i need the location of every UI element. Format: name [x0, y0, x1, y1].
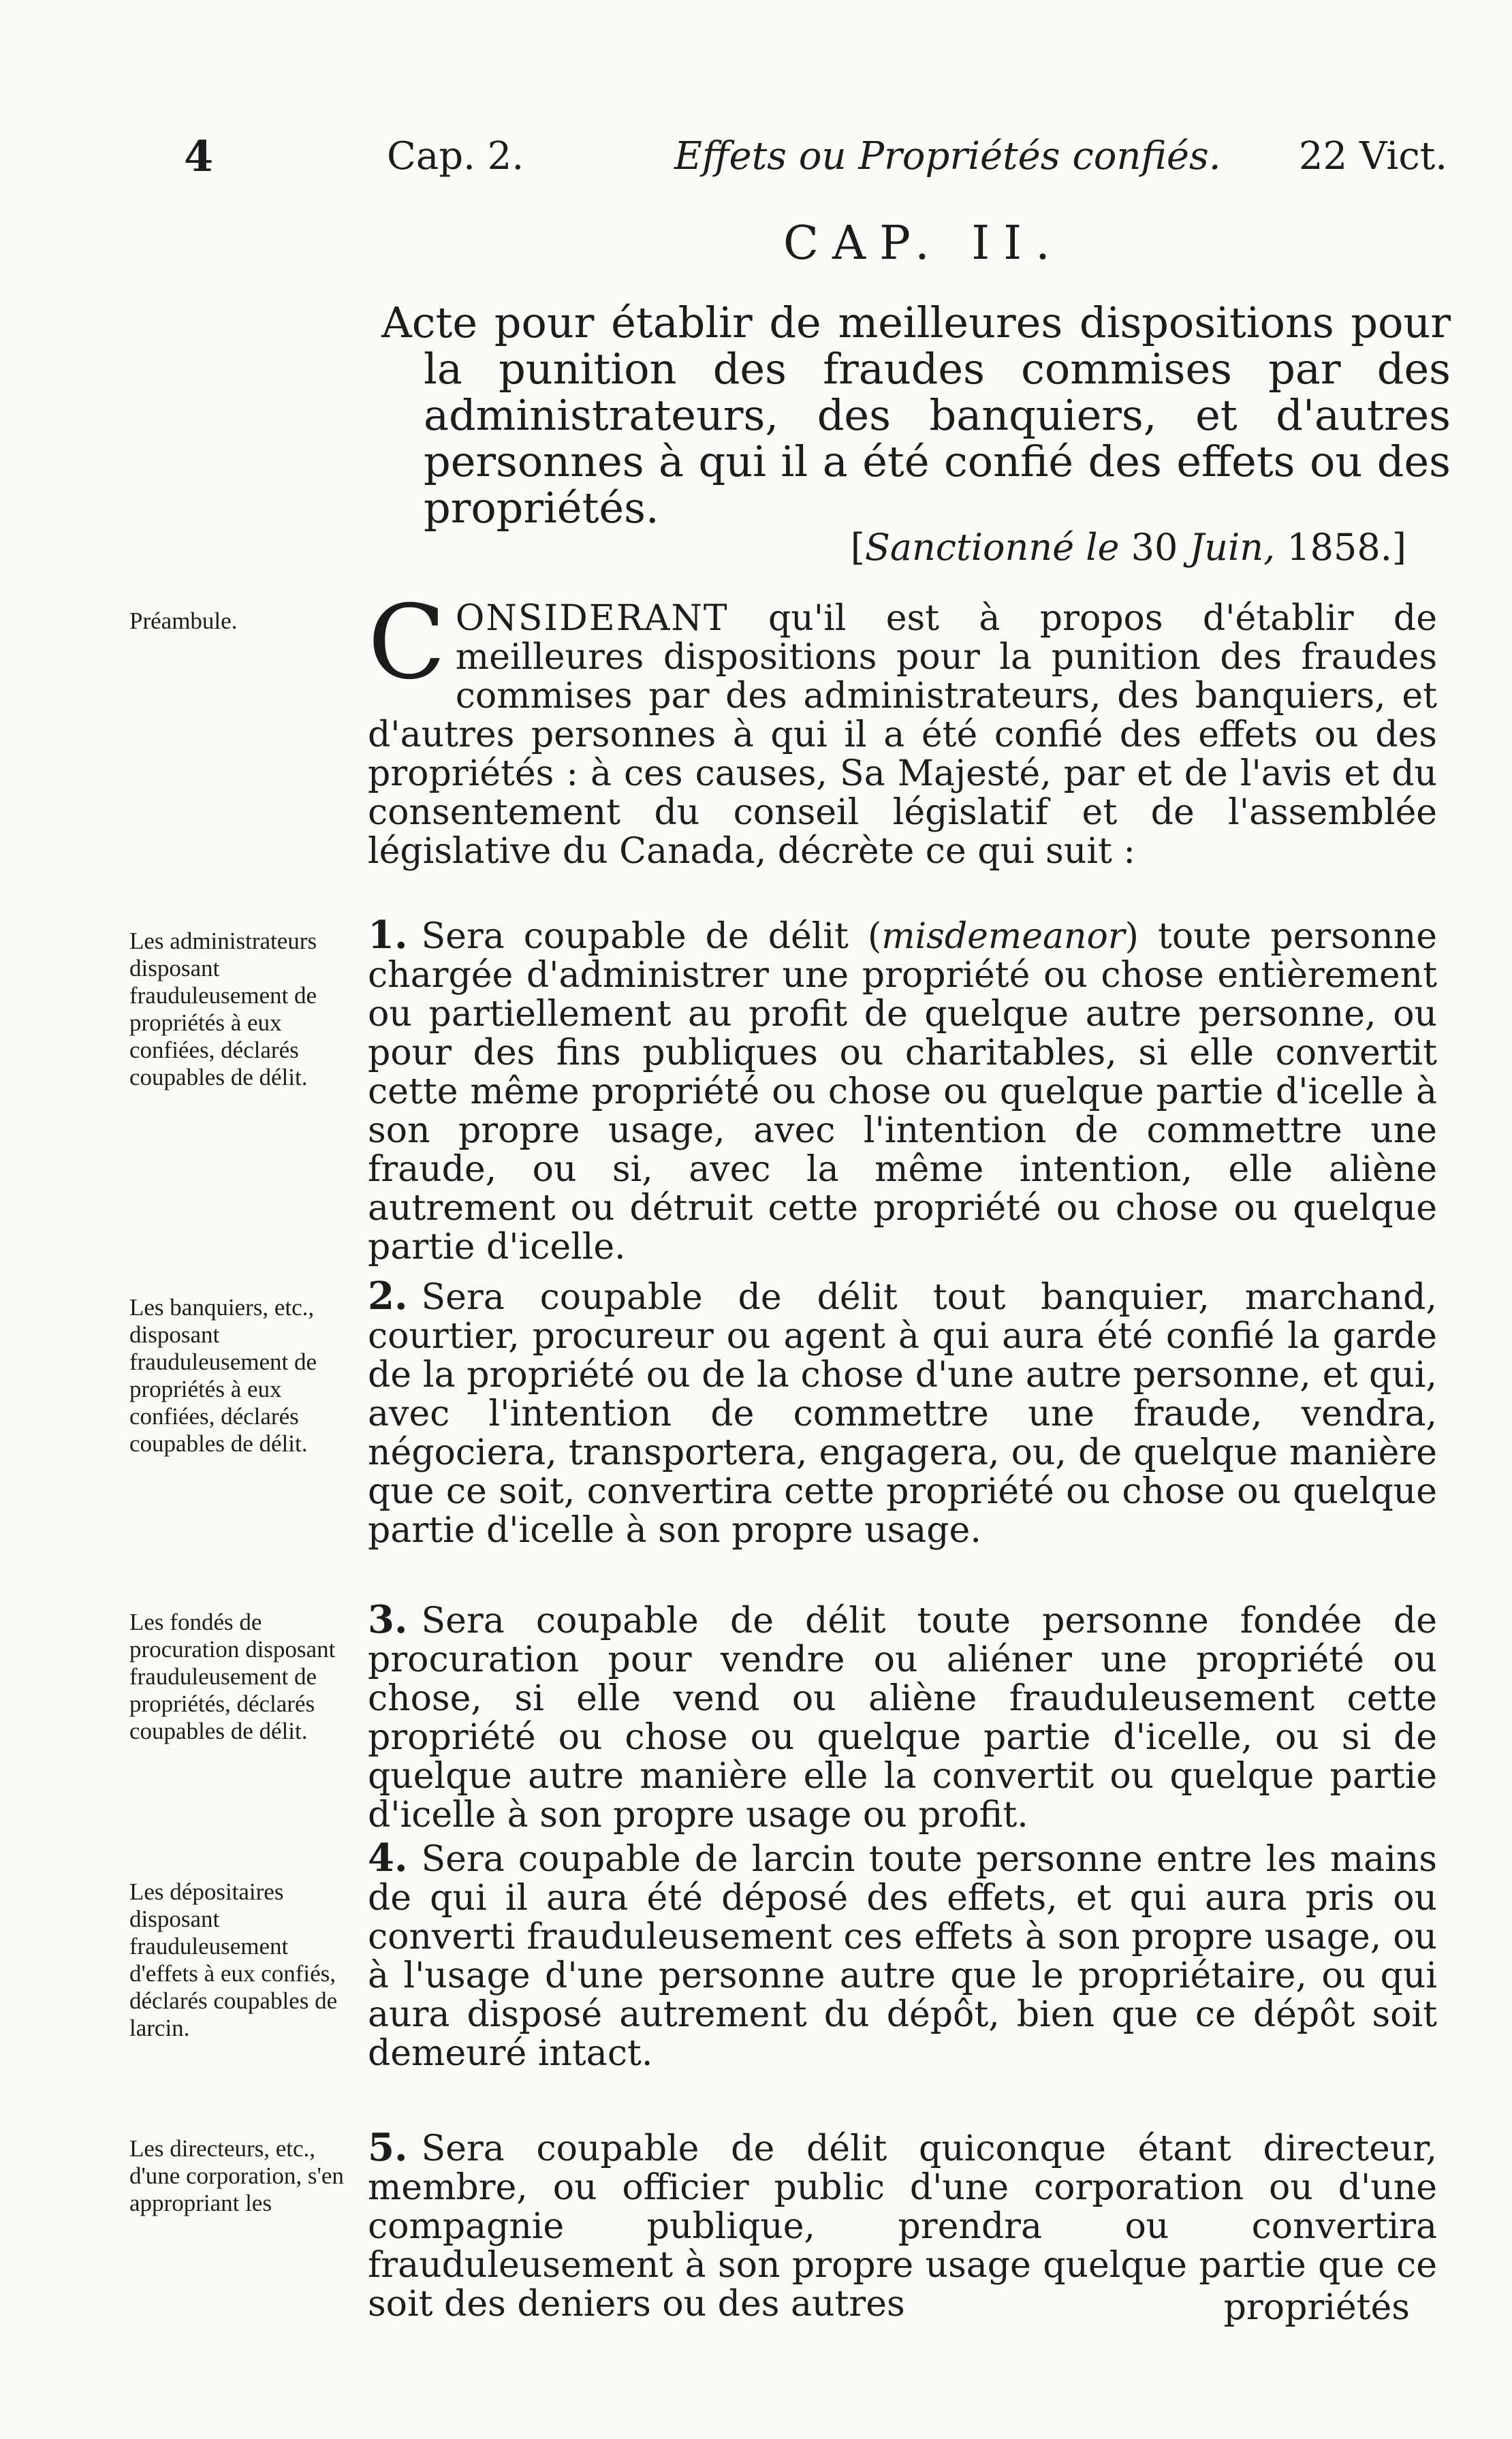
running-chapter: Cap. 2.: [387, 134, 524, 178]
margin-note-preamble: Préambule.: [129, 608, 238, 634]
margin-note-section-5: Les directeurs, etc., d'une corporation, s'en appropriant les: [129, 2135, 344, 2216]
preamble-caps: ONSIDERANT: [455, 598, 729, 639]
section-2: [368, 1274, 1437, 1551]
section-text-cont: ) toute personne chargée d'administrer une propriété ou chose entièrement ou partiellement au profit de quelque autre personne, ou pour des fins publiques ou charitables, si elle convertit cette même propriété ou chose ou quelque partie d'icelle à son propre usage, avec l'intention de commettre une fraude, ou si, avec la même intention, elle aliène autrement ou détruit cette propriété ou chose ou quelque partie d'icelle.: [368, 916, 1438, 1268]
act-title: [381, 300, 1451, 531]
sanction-month: Juin,: [1189, 526, 1276, 569]
chapter-heading: CAP. II.: [783, 217, 1064, 270]
preamble-text: qu'il est à propos d'établir de meilleures dispositions pour la punition des fraudes commises par des administrateurs, des banquiers, et d'autres personnes à qui il a été confié des effets ou des propriétés : à ces causes, Sa Majesté, par et de l'avis et du consentement du conseil législatif et de l'assemblée législative du Canada, décrète ce qui suit :: [368, 598, 1437, 872]
margin-note-section-3: Les fondés de procuration disposant frauduleusement de propriétés, déclarés coupables de délit.: [129, 1609, 336, 1744]
page-number: 4: [184, 131, 214, 181]
section-text: Sera coupable de délit tout banquier, marchand, courtier, procureur ou agent à qui aura été confié la garde de la propriété ou de la chose d'une autre personne, et qui, avec l'intention de commettre une fraude, vendra, négociera, transportera, engagera, ou, de quelque manière que ce soit, convertira cette propriété ou chose ou quelque partie d'icelle à son propre usage.: [368, 1277, 1437, 1551]
section-number: 2.: [368, 1274, 408, 1319]
margin-note-section-2: Les banquiers, etc., disposant frauduleusement de propriétés à eux confiées, déclarés coupables de délit.: [129, 1294, 317, 1457]
section-number: 1.: [368, 913, 408, 958]
section-3: [368, 1597, 1437, 1836]
act-title-text: Acte pour établir de meilleures dispositions pour la punition des fraudes commises par des administrateurs, des banquiers, et d'autres personnes à qui il a été confié des effets ou des propriétés.: [381, 298, 1451, 533]
section-text: Sera coupable de délit quiconque étant directeur, membre, ou officier public d'une corporation ou d'une compagnie publique, prendra ou convertira frauduleusement à son propre usage quelque partie que ce soit des deniers ou des autres: [368, 2128, 1437, 2325]
regnal-year: 22 Vict.: [1298, 134, 1447, 178]
section-number: 3.: [368, 1597, 408, 1642]
margin-note-section-1: Les administrateurs disposant frauduleusement de propriétés à eux confiées, déclarés coupables de délit.: [129, 928, 317, 1090]
section-1: [368, 913, 1438, 1268]
section-text: Sera coupable de délit toute personne fondée de procuration pour vendre ou aliéner une propriété ou chose, si elle vend ou aliène frauduleusement cette propriété ou chose ou quelque partie d'icelle, ou si de quelque autre manière elle la convertit ou quelque partie d'icelle à son propre usage ou profit.: [368, 1601, 1437, 1836]
sanction-day: 30: [1131, 526, 1178, 569]
section-text: Sera coupable de larcin toute personne entre les mains de qui il aura été déposé des effets, et qui aura pris ou converti frauduleusement ces effets à son propre usage, ou à l'usage d'une personne autre que le propriétaire, ou qui aura disposé autrement du dépôt, bien que ce dépôt soit demeuré intact.: [368, 1839, 1437, 2074]
section-number: 5.: [368, 2125, 408, 2170]
running-title: Effets ou Propriétés confiés.: [674, 134, 1221, 178]
sanction-word: Sanctionné le: [864, 526, 1120, 569]
section-number: 4.: [368, 1836, 408, 1881]
preamble-paragraph: [368, 584, 1437, 872]
sanction-date: [851, 526, 1406, 569]
margin-note-section-4: Les dépositaires disposant frauduleusement d'effets à eux confiés, déclarés coupables de larcin.: [129, 1878, 338, 2041]
catchword: propriétés: [1223, 2287, 1410, 2328]
sanction-year: 1858.]: [1287, 526, 1406, 569]
section-italic-term: misdemeanor: [881, 916, 1125, 957]
section-text: Sera coupable de délit (: [421, 916, 882, 957]
drop-cap: C: [368, 584, 446, 702]
section-4: [368, 1836, 1437, 2074]
sanction-open-bracket: [: [850, 526, 865, 569]
